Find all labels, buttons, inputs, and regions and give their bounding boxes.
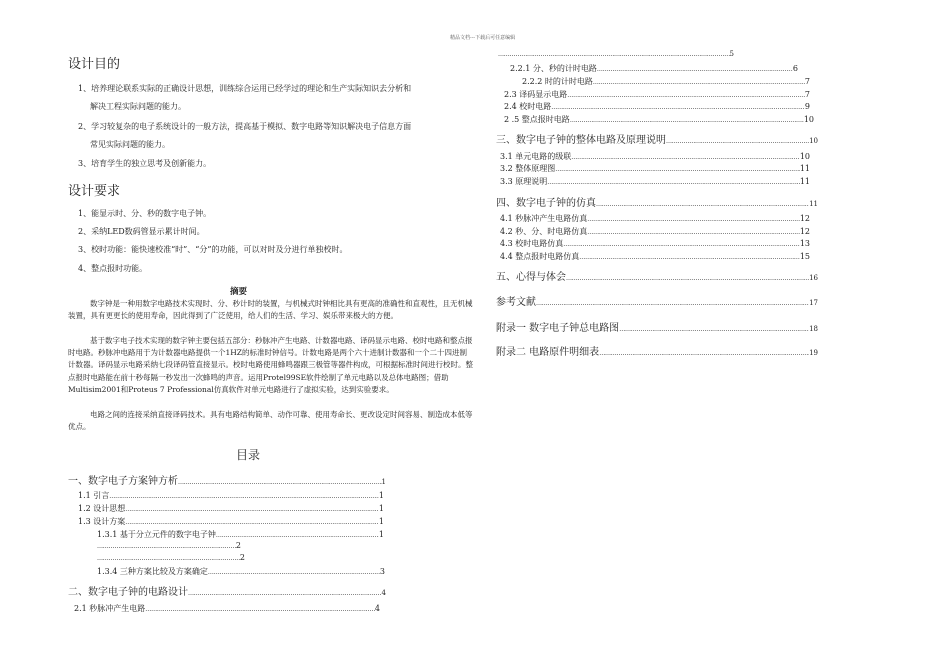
toc-leader bbox=[566, 275, 809, 282]
toc-entry[interactable] bbox=[510, 63, 798, 74]
toc-leader bbox=[555, 166, 800, 173]
toc-leader bbox=[216, 532, 379, 539]
toc-entry-label: 2.3 译码显示电路 bbox=[504, 90, 568, 99]
toc-entry-page: 2 bbox=[239, 553, 245, 562]
abstract-title: 摘要 bbox=[230, 287, 248, 297]
toc-entry-label: 1.3 设计方案 bbox=[78, 517, 126, 526]
toc-entry-page: 10 bbox=[799, 152, 810, 161]
toc-entry-page: 1 bbox=[378, 504, 384, 513]
toc-leader bbox=[587, 229, 800, 236]
goal-item: 3、培育学生的独立思考及创新能力。 bbox=[78, 159, 212, 168]
toc-entry-page: 10 bbox=[803, 115, 814, 124]
toc-entry-page: 7 bbox=[804, 90, 810, 99]
requirement-item: 2、采纳LED数码管显示累计时间。 bbox=[78, 227, 205, 236]
toc-entry-page: 5 bbox=[729, 50, 734, 58]
toc-entry-label: 4.2 秒、分、时电路仿真 bbox=[500, 227, 588, 236]
toc-leader bbox=[596, 201, 809, 208]
toc-entry-label: 四、数字电子钟的仿真 bbox=[496, 198, 596, 209]
goal-item: 常见实际问题的能力。 bbox=[90, 140, 170, 149]
toc-leader bbox=[593, 79, 805, 86]
goals-title: 设计目的 bbox=[68, 57, 121, 72]
toc-entry-page: 13 bbox=[799, 239, 810, 248]
toc-leader bbox=[570, 117, 804, 124]
toc-entry-label: 1.2 设计思想 bbox=[78, 504, 126, 513]
goal-item: 解决工程实际问题的能力。 bbox=[90, 102, 186, 111]
toc-leader bbox=[619, 326, 809, 333]
toc-entry-page: 17 bbox=[809, 299, 818, 307]
abstract-paragraph: 电路之间的连接采纳直接译码技术。具有电路结构简单、动作可靠、使用寿命长、更改设定时间容易、制造成本低等优点。 bbox=[68, 410, 473, 432]
toc-entry-label: 2 .5 整点报时电路 bbox=[504, 115, 570, 124]
toc-entry[interactable] bbox=[496, 131, 818, 146]
toc-entry-label: 参考文献 bbox=[496, 297, 536, 308]
toc-entry-page: 1 bbox=[378, 491, 384, 500]
toc-entry[interactable] bbox=[504, 89, 810, 100]
toc-leader bbox=[567, 92, 805, 99]
toc-entry-page: 16 bbox=[809, 274, 818, 282]
toc-leader bbox=[208, 569, 380, 576]
requirement-item: 3、校时功能：能快速校准“时”、“分”的功能，可以对时及分进行单独校时。 bbox=[78, 245, 348, 254]
toc-entry-label: 三、数字电子钟的整体电路及原理说明 bbox=[496, 135, 666, 146]
toc-entry-page: 1 bbox=[378, 530, 384, 539]
goal-item: 2、学习较复杂的电子系统设计的一般方法，提高基于模拟、数字电路等知识解决电子信息方面 bbox=[78, 122, 412, 131]
page-header: 精品文档---下载后可任意编辑 bbox=[450, 35, 516, 41]
toc-entry[interactable] bbox=[78, 516, 384, 527]
toc-entry[interactable] bbox=[74, 603, 380, 614]
toc-entry[interactable] bbox=[500, 238, 810, 249]
toc-entry-label: 二、数字电子钟的电路设计 bbox=[68, 587, 188, 598]
toc-entry[interactable] bbox=[500, 151, 810, 162]
toc-entry-label: 3.3 原理说明 bbox=[500, 177, 548, 186]
toc-entry[interactable] bbox=[68, 472, 386, 487]
toc-entry-label: 1.3.4 三种方案比较及方案确定 bbox=[97, 567, 208, 576]
toc-leader bbox=[178, 479, 382, 486]
toc-entry-page: 9 bbox=[804, 102, 810, 111]
toc-entry-label: 2.2.2 时的计时电路 bbox=[522, 77, 593, 86]
toc-leader bbox=[587, 216, 800, 223]
goal-item: 1、培养理论联系实际的正确设计思想，训练综合运用已经学过的理论和生产实际知识去分析和 bbox=[78, 84, 412, 93]
toc-entry-page: 6 bbox=[792, 64, 798, 73]
toc-entry-label: 附录一 数字电子钟总电路图 bbox=[496, 323, 620, 334]
toc-entry-page: 11 bbox=[799, 177, 810, 186]
toc-leader bbox=[597, 66, 793, 73]
toc-leader bbox=[579, 254, 800, 261]
toc-entry[interactable] bbox=[500, 251, 810, 262]
toc-entry-page: 7 bbox=[804, 77, 810, 86]
toc-leader bbox=[547, 179, 800, 186]
toc-entry[interactable] bbox=[500, 213, 810, 224]
toc-entry-page: 3 bbox=[379, 567, 385, 576]
toc-entry-label: 1.3.1 基于分立元件的数字电子钟 bbox=[97, 530, 216, 539]
toc-title: 目录 bbox=[236, 448, 261, 462]
toc-entry-page: 11 bbox=[799, 164, 810, 173]
toc-entry-label: 4.1 秒脉冲产生电路仿真 bbox=[500, 214, 588, 223]
toc-entry[interactable] bbox=[97, 553, 245, 562]
toc-entry-page: 18 bbox=[809, 325, 818, 333]
requirements-title: 设计要求 bbox=[68, 184, 121, 199]
toc-entry[interactable] bbox=[500, 163, 810, 174]
toc-entry-page: 10 bbox=[809, 137, 818, 145]
toc-entry-label: 3.2 整体原理图 bbox=[500, 164, 556, 173]
toc-entry[interactable] bbox=[97, 529, 384, 540]
toc-entry-page: 12 bbox=[799, 214, 810, 223]
toc-entry-page: 19 bbox=[809, 349, 818, 357]
toc-entry[interactable] bbox=[97, 566, 385, 577]
toc-entry-page: 12 bbox=[799, 227, 810, 236]
toc-entry[interactable] bbox=[68, 583, 386, 598]
toc-entry-page: 15 bbox=[799, 252, 810, 261]
toc-entry[interactable] bbox=[500, 226, 810, 237]
toc-entry[interactable] bbox=[97, 541, 241, 550]
toc-entry[interactable] bbox=[496, 194, 818, 209]
toc-entry[interactable] bbox=[498, 50, 734, 58]
toc-entry[interactable] bbox=[496, 268, 818, 283]
toc-leader bbox=[125, 519, 379, 526]
toc-leader bbox=[97, 543, 236, 550]
toc-leader bbox=[599, 350, 809, 357]
toc-entry-label: 五、心得与体会 bbox=[496, 272, 566, 283]
toc-entry-label: 1.1 引言 bbox=[78, 491, 110, 500]
toc-leader bbox=[498, 51, 730, 58]
toc-entry[interactable] bbox=[496, 319, 818, 334]
toc-leader bbox=[563, 241, 800, 248]
toc-entry-page: 4 bbox=[381, 589, 386, 597]
toc-entry[interactable] bbox=[496, 343, 818, 358]
toc-entry-label: 2.2.1 分、秒的计时电路 bbox=[510, 64, 597, 73]
toc-entry[interactable] bbox=[78, 490, 384, 501]
toc-entry-label: 4.3 校时电路仿真 bbox=[500, 239, 564, 248]
toc-entry[interactable] bbox=[522, 76, 810, 87]
requirement-item: 4、整点报时功能。 bbox=[78, 264, 148, 273]
toc-leader bbox=[551, 104, 805, 111]
abstract-paragraph: 数字钟是一种用数字电路技术实现时、分、秒计时的装置，与机械式时钟相比具有更高的准确性和直观性，且无机械装置，具有更更长的使用寿命，因此得到了广泛使用，给人们的生活、学习、娱乐带来极大的方便。 bbox=[68, 299, 473, 321]
toc-leader bbox=[666, 138, 809, 145]
toc-entry-page: 1 bbox=[378, 517, 384, 526]
toc-entry-label: 2.4 校时电路 bbox=[504, 102, 552, 111]
toc-leader bbox=[571, 154, 800, 161]
toc-entry-label: 一、数字电子方案钟方析 bbox=[68, 476, 178, 487]
toc-entry-page: 1 bbox=[381, 478, 386, 486]
toc-entry[interactable] bbox=[504, 101, 810, 112]
toc-entry-page: 11 bbox=[809, 200, 818, 208]
toc-entry-label: 4.4 整点报时电路仿真 bbox=[500, 252, 580, 261]
toc-leader bbox=[125, 506, 379, 513]
toc-leader bbox=[145, 606, 375, 613]
toc-entry[interactable] bbox=[504, 114, 814, 125]
toc-entry-page: 2 bbox=[235, 541, 241, 550]
requirement-item: 1、能显示时、分、秒的数字电子钟。 bbox=[78, 209, 212, 218]
toc-leader bbox=[188, 590, 382, 597]
toc-entry-label: 3.1 单元电路的级联 bbox=[500, 152, 572, 161]
toc-leader bbox=[536, 300, 809, 307]
toc-entry[interactable] bbox=[500, 176, 810, 187]
abstract-paragraph: 基于数字电子技术实现的数字钟主要包括五部分：秒脉冲产生电路、计数器电路、译码显示电路、校时电路和整点报时电路。秒脉冲电路用于为计数器电路提供一个1HZ的标准时钟信号。计数电路是两个六十进制计数器和一个二十四进制计数器。译码显示电路采纳七段译码管直接显示。校时电路使用蜂鸣器跟三极管等器件构成，可根据标准时间进行校时。整点报时电路能在前十秒每隔一秒发出一次蜂鸣的声音。运用Protel99SE软件绘制了单元电路以及总体电路图；借助Multisim2001和Proteus 7 Professional仿真软件对单元电路进行了虚拟实验，达到实验要求。 bbox=[68, 336, 473, 394]
toc-entry-page: 4 bbox=[374, 604, 380, 613]
toc-leader bbox=[97, 555, 240, 562]
toc-leader bbox=[109, 493, 379, 500]
toc-entry-label: 附录二 电路原件明细表 bbox=[496, 347, 600, 358]
toc-entry-label: 2.1 秒脉冲产生电路 bbox=[74, 604, 146, 613]
toc-entry[interactable] bbox=[78, 503, 384, 514]
toc-entry[interactable] bbox=[496, 293, 818, 308]
